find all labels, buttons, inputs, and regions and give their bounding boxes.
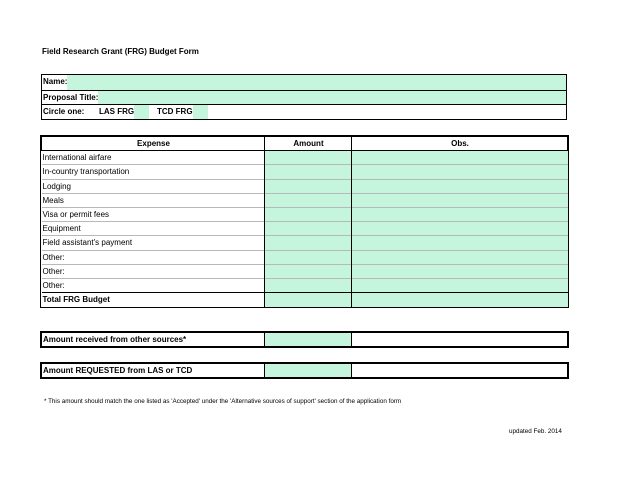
amount-field[interactable]	[265, 179, 352, 193]
total-obs-field[interactable]	[352, 293, 568, 307]
amount-column-header: Amount	[265, 137, 352, 151]
expense-label: Equipment	[42, 222, 265, 236]
expense-label: In-country transportation	[42, 165, 265, 179]
amount-field[interactable]	[265, 264, 352, 278]
obs-field[interactable]	[352, 207, 568, 221]
total-label: Total FRG Budget	[42, 293, 265, 307]
name-field[interactable]	[67, 75, 566, 90]
table-row	[42, 222, 568, 236]
obs-field[interactable]	[352, 151, 568, 165]
expense-label: Other:	[42, 278, 265, 292]
obs-field[interactable]	[352, 264, 568, 278]
tcd-frg-field[interactable]	[193, 105, 208, 119]
expense-label: International airfare	[42, 151, 265, 165]
amount-field[interactable]	[265, 165, 352, 179]
amount-field[interactable]	[265, 207, 352, 221]
other-sources-amount-field[interactable]	[265, 333, 352, 347]
table-row	[42, 165, 568, 179]
circle-one-row	[42, 104, 566, 119]
requested-amount-field[interactable]	[265, 364, 352, 378]
amount-field[interactable]	[265, 278, 352, 292]
obs-field[interactable]	[352, 236, 568, 250]
circle-one-label: Circle one:	[42, 105, 99, 119]
obs-field[interactable]	[352, 179, 568, 193]
requested-obs-field[interactable]	[352, 364, 568, 378]
applicant-info-box	[41, 74, 567, 120]
proposal-row	[42, 90, 566, 105]
obs-field[interactable]	[352, 278, 568, 292]
amount-field[interactable]	[265, 151, 352, 165]
other-sources-label: Amount received from other sources*	[42, 333, 265, 347]
obs-field[interactable]	[352, 222, 568, 236]
table-row	[42, 236, 568, 250]
other-sources-row	[42, 333, 568, 347]
obs-column-header: Obs.	[352, 137, 568, 151]
requested-label: Amount REQUESTED from LAS or TCD	[42, 364, 265, 378]
amount-field[interactable]	[265, 222, 352, 236]
budget-header-row	[42, 137, 568, 151]
obs-field[interactable]	[352, 250, 568, 264]
amount-field[interactable]	[265, 236, 352, 250]
other-sources-obs-field[interactable]	[352, 333, 568, 347]
obs-field[interactable]	[352, 165, 568, 179]
amount-field[interactable]	[265, 193, 352, 207]
expense-label: Visa or permit fees	[42, 207, 265, 221]
expense-label: Field assistant's payment	[42, 236, 265, 250]
table-row	[42, 250, 568, 264]
las-frg-field[interactable]	[134, 105, 149, 119]
amount-field[interactable]	[265, 250, 352, 264]
budget-table	[41, 136, 568, 307]
requested-table	[41, 363, 568, 378]
proposal-title-field[interactable]	[98, 91, 566, 105]
page-title: Field Research Grant (FRG) Budget Form	[42, 47, 199, 56]
table-row	[42, 264, 568, 278]
expense-label: Other:	[42, 264, 265, 278]
expense-label: Other:	[42, 250, 265, 264]
table-row	[42, 193, 568, 207]
name-row	[42, 75, 566, 90]
table-row	[42, 179, 568, 193]
expense-label: Meals	[42, 193, 265, 207]
obs-field[interactable]	[352, 193, 568, 207]
table-row	[42, 151, 568, 165]
updated-date: updated Feb. 2014	[509, 428, 562, 435]
expense-column-header: Expense	[42, 137, 265, 151]
name-label: Name:	[42, 75, 67, 90]
total-row	[42, 293, 568, 307]
table-row	[42, 278, 568, 292]
requested-row	[42, 364, 568, 378]
table-row	[42, 207, 568, 221]
total-amount-field[interactable]	[265, 293, 352, 307]
proposal-title-label: Proposal Title:	[42, 91, 98, 105]
expense-label: Lodging	[42, 179, 265, 193]
tcd-frg-option: TCD FRG	[157, 107, 193, 116]
other-sources-table	[41, 332, 568, 347]
las-frg-option: LAS FRG	[99, 107, 135, 116]
footnote: * This amount should match the one listed as 'Accepted' under the 'Alternative sources of support' section of the application form	[44, 398, 402, 405]
